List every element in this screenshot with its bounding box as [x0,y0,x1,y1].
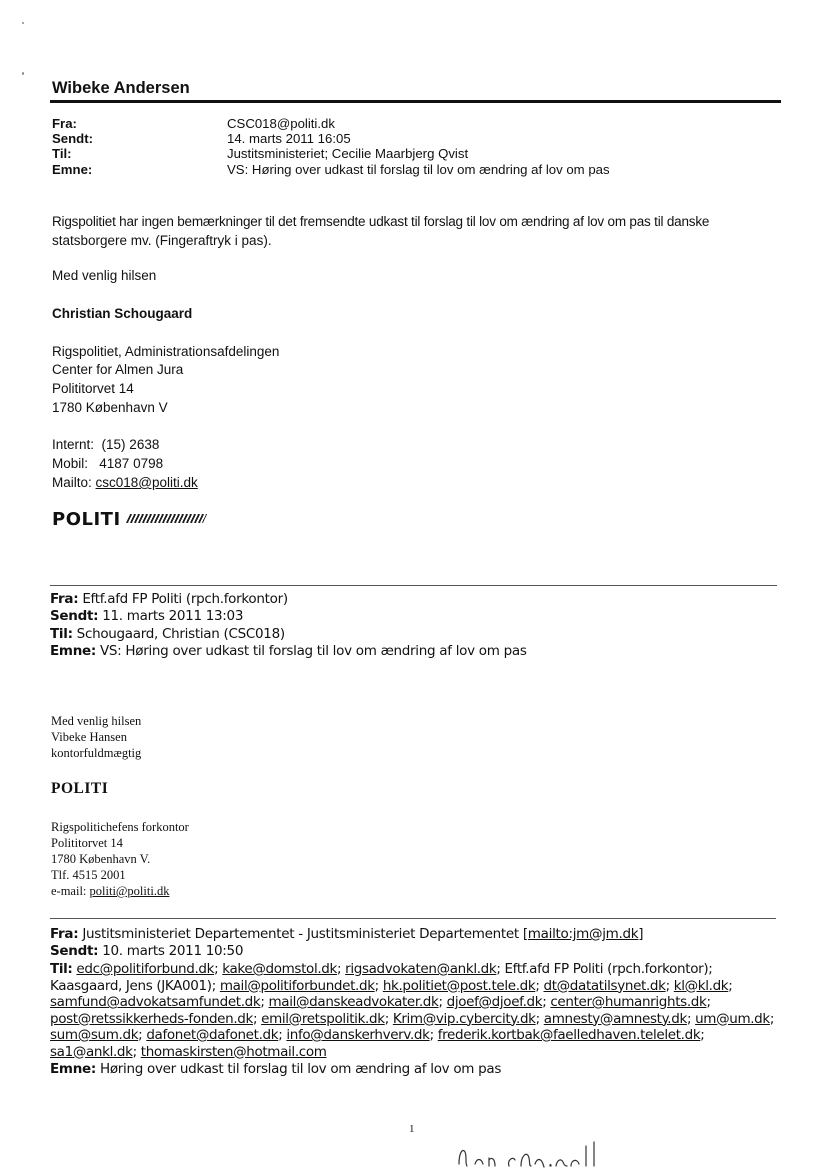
header-sent-value: 14. marts 2011 16:05 [227,131,351,146]
fwd2-to-label: Til: [50,961,73,977]
recipient-email-link[interactable]: edc@politiforbund.dk [76,961,215,977]
header-from-label: Fra: [52,116,77,131]
recipient-email-link[interactable]: um@um.dk [695,1010,770,1027]
recipient-email-link[interactable]: samfund@advokatsamfundet.dk [50,994,261,1010]
recipient-email-link[interactable]: rigsadvokaten@ankl.dk [345,961,497,977]
fwd2-from-row [50,926,643,942]
recipient-name: Eftf.afd FP Politi (rpch.forkontor) [504,961,709,977]
fwd2-recipients-block [50,961,780,1060]
fwd1-from-label: Fra: [50,591,79,607]
separator-rule [50,918,776,919]
fwd1-email-label: e-mail: [51,884,87,898]
org-line: 1780 København V [52,400,168,415]
org-line: Polititorvet 14 [52,381,134,396]
header-rule [50,100,781,103]
mobile-phone [52,454,163,473]
fwd1-to-label: Til: [50,626,73,642]
header-subject-value: VS: Høring over udkast til forslag til lov om ændring af lov om pas [227,162,610,177]
recipient-email-link[interactable]: kake@domstol.dk [222,961,337,977]
recipient-email-link[interactable]: frederik.kortbak@faelledhaven.telelet.dk [437,1027,701,1043]
recipient-email-link[interactable]: hk.politiet@post.tele.dk [382,977,536,994]
fwd1-to-row [50,626,285,642]
fwd2-sent-value: 10. marts 2011 10:50 [102,943,244,959]
fwd2-sent-label: Sendt: [50,943,99,959]
mailto-label: Mailto: [52,475,92,490]
mailto-link[interactable]: csc018@politi.dk [95,475,198,490]
recipient-email-link[interactable]: sum@sum.dk [50,1027,139,1043]
recipient-email-link[interactable]: post@retssikkerheds-fonden.dk [50,1010,253,1027]
recipient-email-link[interactable]: info@danskerhverv.dk [286,1027,430,1043]
fwd1-address-line: 1780 København V. [51,852,151,866]
fwd2-subject-label: Emne: [50,1061,96,1077]
header-to-label: Til: [52,146,72,161]
fwd2-subject-row [50,1061,501,1077]
fwd1-subject-row [50,643,527,659]
fwd1-subject-value: VS: Høring over udkast til forslag til lov om ændring af lov om pas [99,643,527,659]
fwd2-subject-value: Høring over udkast til forslag til lov om ændring af lov om pas [99,1061,502,1077]
header-from-value: CSC018@politi.dk [227,116,335,131]
recipient-email-link[interactable]: mail@danskeadvokater.dk [268,994,439,1010]
greeting: Med venlig hilsen [52,268,157,283]
fwd1-address-line: Polititorvet 14 [51,836,123,850]
fwd1-politi-logo: POLITI [51,780,109,797]
fwd1-email-line [51,884,169,900]
fwd1-from-value: Eftf.afd FP Politi (rpch.forkontor) [82,591,288,607]
fwd1-sig-line: kontorfuldmægtig [51,746,142,760]
mobile-value: 4187 0798 [99,456,164,471]
fwd1-sent-value: 11. marts 2011 13:03 [102,608,244,624]
mailbox-owner-name: Wibeke Andersen [52,79,190,97]
recipient-email-link[interactable]: amnesty@amnesty.dk [543,1010,687,1027]
recipient-email-link[interactable]: mail@politiforbundet.dk [219,977,375,994]
recipient-email-link[interactable]: emil@retspolitik.dk [261,1010,385,1027]
fwd2-recipient-list: edc@politiforbund.dk; kake@domstol.dk; rigsadvokaten@ankl.dk; Eftf.afd FP Politi (rpch.forkontor); Kaasgaard, Jens (JKA001); mail@politiforbundet.dk; hk.politiet@post.tele.dk; dt@datatilsynet.dk; kl@kl.dk; samfund@advokatsamfundet.dk; mail@danskeadvokater.dk; djoef@djoef.dk; center@humanrights.dk; post@retssikkerheds-fonden.dk; emil@retspolitik.dk; Krim@vip.cybercity.dk; amnesty@amnesty.dk; um@um.dk; sum@sum.dk; dafonet@dafonet.dk; info@danskerhverv.dk; frederik.kortbak@faelledhaven.telelet.dk; sa1@ankl.dk; thomaskirsten@hotmail.com [50,961,775,1060]
recipient-email-link[interactable]: kl@kl.dk [673,977,729,994]
recipient-email-link[interactable]: center@humanrights.dk [550,994,707,1010]
header-to-value: Justitsministeriet; Cecilie Maarbjerg Qvist [227,146,469,161]
fwd1-to-value: Schougaard, Christian (CSC018) [76,626,285,642]
recipient-email-link[interactable]: dt@datatilsynet.dk [543,977,666,994]
recipient-name: Kaasgaard, Jens (JKA001) [50,977,212,994]
recipient-email-link[interactable]: thomaskirsten@hotmail.com [140,1043,327,1060]
recipient-email-link[interactable]: Krim@vip.cybercity.dk [392,1010,536,1027]
message-paragraph-line1: Rigspolitiet har ingen bemærkninger til det fremsendte udkast til forslag til lov om ændring af lov om pas til danske [52,214,710,229]
signer-name: Christian Schougaard [52,306,193,321]
internal-phone [52,435,159,454]
mailto-line [52,473,198,492]
message-paragraph-line2: statsborgere mv. (Fingeraftryk i pas). [52,233,272,248]
fwd1-sig-line: Med venlig hilsen [51,714,142,728]
fwd1-sent-label: Sendt: [50,608,99,624]
politi-logo-stripes [126,514,207,523]
internal-label: Internt: [52,437,95,452]
fwd1-address-line: Tlf. 4515 2001 [51,868,126,882]
page-number: 1 [409,1123,415,1135]
header-sent-label: Sendt: [52,131,94,146]
recipient-email-link[interactable]: sa1@ankl.dk [50,1043,133,1060]
mobile-label: Mobil: [52,456,89,471]
recipient-email-link[interactable]: djoef@djoef.dk [446,994,543,1010]
fwd1-subject-label: Emne: [50,643,96,659]
fwd2-from-label: Fra: [50,926,79,942]
header-subject-label: Emne: [52,162,93,177]
fwd1-email-link[interactable]: politi@politi.dk [89,884,170,898]
fwd1-address-line: Rigspolitichefens forkontor [51,820,189,834]
recipient-email-link[interactable]: dafonet@dafonet.dk [146,1027,279,1043]
fwd1-sig-line: Vibeke Hansen [51,730,127,744]
internal-value: (15) 2638 [101,437,160,452]
fwd2-from-value: Justitsministeriet Departementet - Justitsministeriet Departementet [82,926,519,942]
fwd2-sent-row [50,943,243,959]
separator-rule [50,585,777,586]
org-line: Rigspolitiet, Administrationsafdelingen [52,344,280,359]
handwritten-annotation [455,1138,605,1168]
fwd1-from-row [50,591,288,607]
fwd1-sent-row [50,608,243,624]
fwd2-from-mailto-link[interactable]: [mailto:jm@jm.dk] [522,926,644,942]
politi-logo: POLITI [52,509,121,530]
org-line: Center for Almen Jura [52,362,184,377]
